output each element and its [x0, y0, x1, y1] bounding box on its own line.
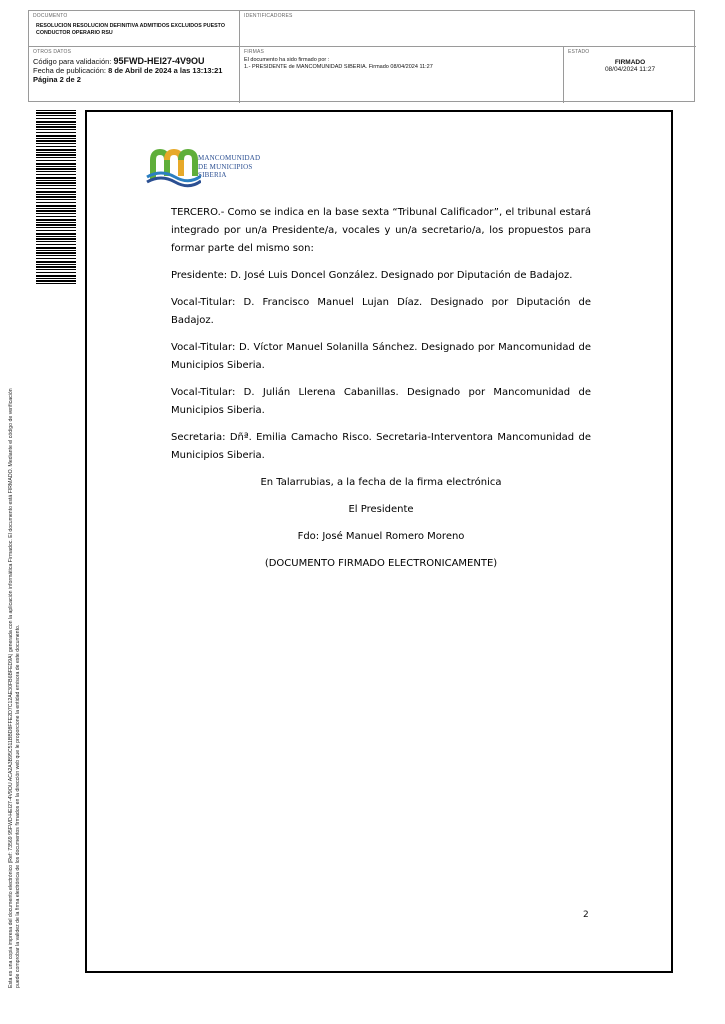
firmas-line-1: El documento ha sido firmado por : [244, 57, 330, 63]
documento-label: DOCUMENTO [33, 13, 68, 19]
paragraph-secretaria: Secretaria: Dñª. Emilia Camacho Risco. Secretaria-Interventora Mancomunidad de Municipios Siberia. [171, 432, 591, 461]
document-header-table [28, 10, 695, 102]
logo-line-1: MANCOMUNIDAD [198, 154, 261, 162]
fecha-prefix: Fecha de publicación: [33, 66, 106, 75]
firmas-label: FIRMAS [244, 49, 265, 55]
logo-wordmark [198, 154, 260, 180]
fecha-line [33, 66, 235, 75]
mancomunidad-logo-icon [145, 146, 201, 188]
mancomunidad-logo [145, 146, 275, 190]
document-body [171, 204, 591, 582]
identificadores-label: IDENTIFICADORES [244, 13, 293, 19]
page-number: 2 [583, 910, 589, 920]
paragraph-vocal-2: Vocal-Titular: D. Víctor Manuel Solanilla Sánchez. Designado por Mancomunidad de Municipios Siberia. [171, 342, 591, 371]
fecha-value: 8 de Abril de 2024 a las 13:13:21 [108, 66, 223, 75]
paragraph-vocal-1: Vocal-Titular: D. Francisco Manuel Lujan Díaz. Designado por Diputación de Badajoz. [171, 297, 591, 326]
codigo-prefix: Código para validación: [33, 57, 112, 66]
firmas-cell [240, 47, 564, 103]
estado-label: ESTADO [568, 49, 590, 55]
firmas-line-2: 1.- PRESIDENTE de MANCOMUNIDAD SIBERIA. Firmado 08/04/2024 11:27 [244, 64, 433, 70]
signature-note: (DOCUMENTO FIRMADO ELECTRONICAMENTE) [264, 558, 498, 569]
signature-name: Fdo: José Manuel Romero Moreno [297, 531, 465, 542]
codigo-value: 95FWD-HEI27-4V9OU [113, 56, 205, 66]
documento-cell [29, 11, 240, 47]
logo-line-2: DE MUNICIPIOS [198, 162, 253, 171]
otros-datos-label: OTROS DATOS [33, 49, 72, 55]
codigo-line [33, 57, 235, 66]
otros-datos-cell [29, 47, 240, 103]
paragraph-presidente: Presidente: D. José Luis Doncel González. Designado por Diputación de Badajoz. [171, 270, 573, 281]
paragraph-tercero: TERCERO.- Como se indica en la base sexta “Tribunal Calificador”, el tribunal estará integrado por un/a Presidente/a, vocales y un/a secretario/a, los propuestos para formar parte del mismo son: [171, 207, 592, 254]
estado-date: 08/04/2024 11:27 [604, 66, 656, 73]
document-page [85, 110, 673, 973]
estado-cell [564, 47, 696, 103]
paragraph-vocal-3: Vocal-Titular: D. Julián Llerena Cabanillas. Designado por Mancomunidad de Municipios Siberia. [171, 387, 591, 416]
estado-value: FIRMADO [614, 59, 646, 66]
verification-side-text [8, 288, 22, 988]
side-text-line-2: puede comprobar la validez de la firma electrónica de los documentos firmados en la dirección web que le proporcione la entidad emisora de este documento. [15, 624, 21, 988]
logo-line-3: SIBERIA [198, 171, 227, 179]
signature-role: El Presidente [348, 504, 414, 515]
identificadores-cell [240, 11, 696, 47]
side-text-line-1: Esta es una copia impresa del documento electrónico (Ref: 73569 95FWD-HEI27-4V9OU ACA2A3B95C511BBD8FFE2D7C12AE30FB6BFED9A) generada con la aplicación informática Firmadoc. El documento está FIRMADO. Mediante el código de verificación [8, 388, 14, 988]
verification-barcode [36, 110, 76, 286]
pagina-indicator: Página 2 de 2 [33, 75, 81, 84]
signature-place-date: En Talarrubias, a la fecha de la firma electrónica [260, 477, 502, 488]
documento-title: RESOLUCION RESOLUCION DEFINITIVA ADMITIDOS EXCLUIDOS PUESTO CONDUCTOR OPERARIO RSU [36, 23, 225, 36]
